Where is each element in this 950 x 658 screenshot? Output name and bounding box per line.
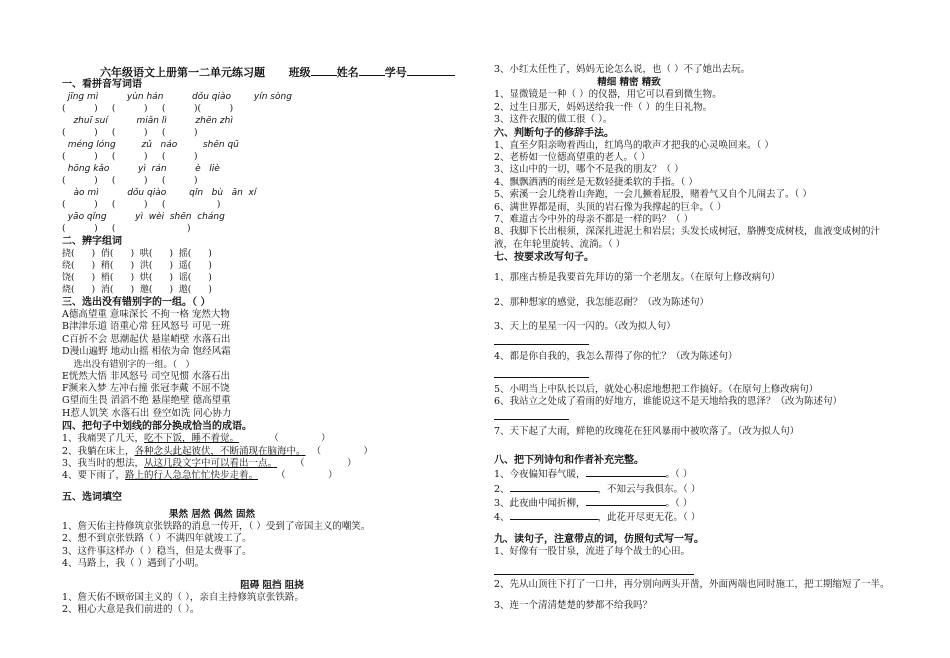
- imitate-item: 1、好像有一股甘泉，流进了每个战士的心田。: [494, 545, 691, 557]
- rewrite-item: 4、都是你自我的，我怎么帮得了你的忙？（改为陈述句）: [494, 350, 738, 362]
- answer-parens[interactable]: （ ）: [258, 470, 338, 482]
- word-choices: 果然 居然 偶然 固然: [169, 508, 255, 520]
- option-row: F濒来入梦 左冲右撞 张冠李戴 不屈不饶: [62, 383, 230, 395]
- word-choices: 阻碍 阻挡 阻挠: [240, 579, 304, 591]
- idiom-item: 2、我躺在床上，各种念头此起彼伏，不断涌现在脑海中。 （ ）: [62, 445, 373, 457]
- fill-item: 3、这件衣服的做工很（ ）。: [494, 114, 613, 126]
- option-row: B津津乐道 语重心常 狂风怒号 可见一班: [62, 321, 231, 333]
- rewrite-item: 1、那座古桥是我要首先拜访的第一个老朋友。（在原句上修改病句）: [494, 272, 781, 284]
- word-group-row[interactable]: 挠( ) 俏( ) 哄( ) 摇( ): [62, 249, 212, 259]
- answer-parens[interactable]: （ ）: [305, 445, 373, 457]
- answer-parens[interactable]: ( ) ( ) ( ): [62, 200, 221, 210]
- rhetoric-item: 8、我脚下长出根须，深深扎进泥土和岩层；头发长成树冠，胳膊变成树枝，血液变成树的汁液，在年轮里旋转、流淌。（ ）: [494, 226, 881, 250]
- class-label: 班级: [288, 66, 311, 79]
- answer-parens[interactable]: ( ) ( ) ( ): [62, 152, 198, 162]
- answer-line[interactable]: [494, 409, 569, 420]
- section-6-heading: 六、判断句子的修辞手法。: [494, 127, 614, 139]
- answer-parens[interactable]: （ ）: [239, 433, 331, 445]
- section-9-heading: 九、读句子，注意带点的词，仿照句式写一写。: [494, 533, 704, 545]
- name-label: 姓名: [336, 66, 359, 79]
- section-7-heading: 七、按要求改写句子。: [494, 252, 594, 264]
- rewrite-item: 3、天上的星星一闪一闪的。（改为拟人句）: [494, 321, 676, 333]
- section-2-heading: 二、辨字组词: [62, 236, 122, 247]
- class-blank[interactable]: [311, 66, 337, 76]
- pinyin-row: méng lóng zǔ náo shēn qū: [62, 140, 239, 150]
- underlined-phrase: 吃不下饭，睡不着觉。: [144, 433, 240, 445]
- poem-blank[interactable]: [510, 510, 598, 520]
- answer-parens[interactable]: ( ) ( ) ( ): [62, 176, 198, 186]
- underlined-phrase: 各种念头此起彼伏，不断涌现在脑海中。: [134, 445, 306, 457]
- imitate-item: 3、连一个清清楚楚的梦都不给我吗？: [494, 599, 653, 611]
- pinyin-row: jīng mì yùn hán dǒu qiào yín sòng: [62, 92, 292, 102]
- fill-item: 3、小红太任性了，妈妈无论怎么说，也（ ）不了她出去玩。: [494, 64, 751, 75]
- word-group-row[interactable]: 烧( ) 消( ) 邀( ) 遨( ): [62, 285, 212, 295]
- left-column: [62, 78, 462, 616]
- option-row: E恍然大悟 非风怒号 司空见惯 水落石出: [62, 370, 230, 382]
- rhetoric-item: 1、直至夕阳亲吻着西山，红鸠鸟的歌声才把我的心灵唤回来。（ ）: [494, 139, 774, 151]
- rhetoric-item: 4、飘飘洒洒的雨丝是无数轻捷柔软的手指。（ ）: [494, 176, 698, 188]
- fill-item: 1、詹天佑不顾帝国主义的（ ），亲自主持修筑京张铁路。: [62, 591, 304, 603]
- right-column: [494, 64, 914, 612]
- poem-item: 2、 ，不知云与我俱东。（ ）: [494, 483, 701, 495]
- section-4-heading: 四、把句子中划线的部分换成恰当的成语。: [62, 421, 252, 433]
- option-row: H惹人饥笑 水落石出 登空如洗 同心协力: [62, 407, 232, 419]
- pinyin-block: [62, 91, 462, 235]
- answer-parens[interactable]: ( ) ( ) ( )( ): [62, 104, 234, 114]
- poem-item: 3、此夜曲中闻折柳， 。（ ）: [494, 497, 693, 509]
- poem-item: 4、 ，此花开尽更无花。（ ）: [494, 512, 701, 524]
- idiom-item: 1、我痛哭了几天，吃不下饭，睡不着觉。 （ ）: [62, 433, 331, 445]
- rhetoric-item: 2、老桥如一位德高望重的老人。（ ）: [494, 152, 651, 164]
- rewrite-item: 2、那种想家的感觉，我怎能忍耐？（改为陈述句）: [494, 296, 710, 308]
- option-row: G望而生畏 滔滔不绝 悬崖绝壁 德高望重: [62, 395, 231, 407]
- underlined-phrase: 路上的行人急急忙忙快步走着。: [125, 470, 259, 482]
- word-group-row[interactable]: 饶( ) 梢( ) 烘( ) 谣( ): [62, 273, 212, 283]
- pinyin-row: ào mì dǒu qiào qǐn bù ān xí: [62, 188, 257, 198]
- idiom-item: 4、要下雨了，路上的行人急急忙忙快步走着。 （ ）: [62, 470, 338, 482]
- poem-item: 1、今夜偏知春气暖， 。（ ）: [494, 469, 693, 481]
- word-choices: 精细 精密 精致: [597, 77, 661, 89]
- fill-item: 2、过生日那天，妈妈送给我一件（ ）的生日礼物。: [494, 101, 713, 113]
- id-label: 学号: [384, 66, 407, 79]
- section-1-heading: 一、看拼音写词语: [62, 79, 142, 90]
- section-8-heading: 八、把下列诗句和作者补充完整。: [494, 455, 644, 467]
- fill-item: 2、粗心大意是我们前进的（ ）。: [62, 603, 200, 615]
- poem-blank[interactable]: [586, 496, 666, 506]
- fill-item: 4、马路上，我（ ）遇到了小明。: [62, 558, 205, 570]
- id-blank[interactable]: [407, 66, 455, 76]
- fill-item: 1、詹天佑主持修筑京张铁路的消息一传开，（ ）受到了帝国主义的嘲笑。: [62, 520, 371, 532]
- rewrite-item: 5、小明当上中队长以后，就处心积虑地想把工作搞好。（在原句上修改病句）: [494, 383, 819, 395]
- fill-item: 2、想不到京张铁路（ ）不满四年就竣工了。: [62, 533, 252, 545]
- answer-line[interactable]: [494, 367, 589, 378]
- option-row: C百折不会 思潮起伏 悬崖峭壁 水落石出: [62, 333, 231, 345]
- rhetoric-item: 6、满世界都是雨，头顶的岩石像为我撑起的巨伞。（ ）: [494, 201, 727, 213]
- fill-item: 1、显微镜是一种（ ）的仪器，用它可以看到微生物。: [494, 89, 722, 101]
- name-blank[interactable]: [359, 66, 385, 76]
- section-3-heading: 三、选出没有错别字的一组。（ ）: [62, 297, 211, 308]
- pinyin-row: zhuī suí miǎn lì zhēn zhì: [62, 116, 233, 126]
- option-row: A德高望重 意味深长 不拘一格 宠然大物: [62, 309, 230, 320]
- imitate-item: 2、先从山顶往下打了一口井，再分别向两头开凿，外面两端也同时施工，把工期缩短了一半。: [494, 579, 890, 591]
- rhetoric-item: 7、难道古今中外的母亲不都是一样的吗？（ ）: [494, 214, 694, 226]
- word-group-row[interactable]: 绕( ) 稍( ) 洪( ) 遥( ): [62, 261, 212, 271]
- underlined-phrase: 从这几段文字中可以看出一点。: [144, 458, 278, 470]
- answer-line[interactable]: [494, 564, 694, 575]
- pinyin-row: hōng kǎo yì rán è liè: [62, 164, 220, 174]
- worksheet-title: 六年级语文上册第一二单元练习题: [100, 66, 265, 79]
- idiom-item: 3、我当时的想法，从这几段文字中可以看出一点。 （ ）: [62, 458, 357, 470]
- option-row: D漫山遍野 地动山摇 相依为命 饱经风霜: [62, 346, 231, 358]
- section-5-heading: 五、选词填空: [62, 491, 122, 503]
- rhetoric-item: 5、索溪一会儿绕着山奔跑，一会儿撅着屁股，赌着气又自个儿闹去了。（ ）: [494, 189, 812, 201]
- rewrite-item: 7、天下起了大雨，鲜艳的玫瑰花在狂风暴雨中被吹落了。（改为拟人句）: [494, 425, 800, 437]
- rhetoric-item: 3、这山中的一切，哪个不是我的朋友？（ ）: [494, 164, 684, 176]
- pinyin-row: yāo qǐng yì wèi shēn cháng: [62, 212, 225, 222]
- poem-blank[interactable]: [586, 467, 666, 477]
- fill-item: 3、这件事这样办（ ）稳当，但是太费事了。: [62, 545, 252, 557]
- answer-parens[interactable]: ( ) ( ) ( ): [62, 128, 198, 138]
- answer-line[interactable]: [494, 334, 589, 345]
- answer-parens[interactable]: ( ) ( ): [62, 224, 191, 234]
- rewrite-item: 6、我站立之处成了看雨的好地方，谁能说这不是天地给我的恩泽？（改为陈述句）: [494, 396, 843, 408]
- answer-parens[interactable]: （ ）: [277, 458, 357, 470]
- poem-blank[interactable]: [510, 482, 598, 492]
- option-note: 选出没有错别字的一组。（ ）: [62, 359, 195, 370]
